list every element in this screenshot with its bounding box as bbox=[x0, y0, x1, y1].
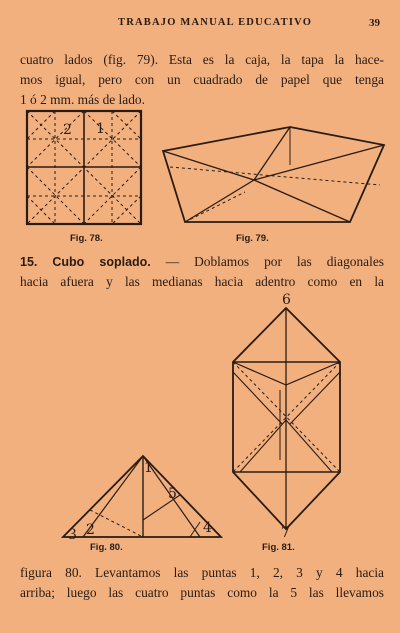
header-title: TRABAJO MANUAL EDUCATIVO bbox=[118, 17, 313, 28]
fig78-label-1: 1 bbox=[96, 121, 105, 137]
caption-fig-80: Fig. 80. bbox=[90, 542, 123, 553]
figure-79 bbox=[163, 127, 384, 222]
fig81-label-7: 7 bbox=[281, 525, 290, 541]
fig78-label-2: 2 bbox=[63, 122, 72, 138]
text-line: arriba; luego las cuatro puntas como la 5 las llevamos bbox=[20, 585, 384, 600]
text-line: figura 80. Levantamos las puntas 1, 2, 3 y 4 hacia bbox=[20, 565, 384, 580]
fig80-label-1: 1 bbox=[144, 460, 153, 476]
fig80-label-3: 3 bbox=[68, 527, 77, 543]
section-heading-line bbox=[20, 252, 384, 272]
fig81-label-6: 6 bbox=[282, 292, 291, 308]
fig80-label-5: 5 bbox=[168, 486, 177, 502]
figure-78 bbox=[27, 111, 141, 224]
figure-81 bbox=[233, 292, 340, 541]
caption-fig-79: Fig. 79. bbox=[236, 233, 269, 244]
figure-80 bbox=[63, 456, 221, 543]
fig80-label-4: 4 bbox=[203, 520, 212, 536]
text-line: — Doblamos por las diagonales bbox=[150, 254, 384, 269]
paragraph-bottom bbox=[20, 563, 384, 603]
text-line: 1 ó 2 mm. más de lado. bbox=[20, 92, 145, 107]
text-line: cuatro lados (fig. 79). Esta es la caja, la tapa la hace- bbox=[20, 52, 384, 67]
text-line: hacia afuera y las medianas hacia adentro como en la bbox=[20, 274, 384, 289]
section-number: 15. bbox=[20, 255, 38, 269]
text-line: mos igual, pero con un cuadrado de papel que tenga bbox=[20, 72, 384, 87]
page-number: 39 bbox=[369, 17, 380, 29]
fig80-label-2: 2 bbox=[86, 522, 95, 538]
caption-fig-78: Fig. 78. bbox=[70, 233, 103, 244]
section-15 bbox=[20, 252, 384, 292]
caption-fig-81: Fig. 81. bbox=[262, 542, 295, 553]
section-title: Cubo soplado. bbox=[52, 255, 151, 269]
